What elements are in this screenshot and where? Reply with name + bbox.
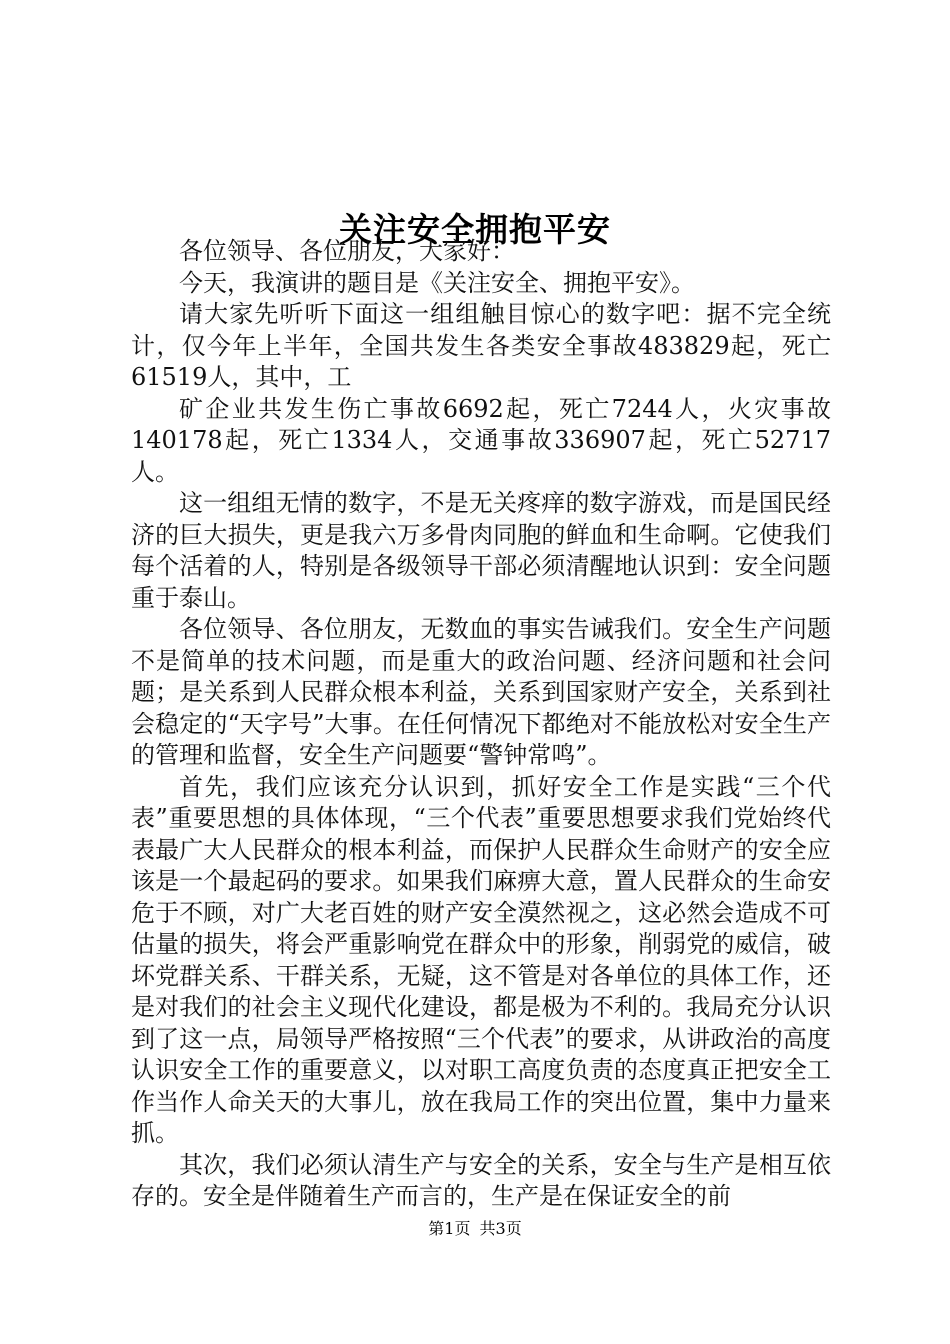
page-total: 共3页 [479, 1219, 522, 1238]
paragraph-numbers-meaning: 这一组组无情的数字，不是无关疼痒的数字游戏，而是国民经济的巨大损失，更是我六万多骨肉同胞的鲜血和生命啊。它使我们每个活着的人，特别是各级领导干部必须清醒地认识到：安全问题重于泰山。 [131, 489, 831, 612]
paragraph-greeting: 各位领导、各位朋友，大家好： [179, 237, 515, 265]
paragraph-topic: 今天，我演讲的题目是《关注安全、拥抱平安》。 [179, 268, 695, 297]
document-body [131, 236, 831, 1213]
document-title: 关注安全拥抱平安 [339, 210, 611, 250]
paragraph-statistics: 请大家先听听下面这一组组触目惊心的数字吧：据不完全统计，仅今年上半年，全国共发生各类安全事故483829起，死亡61519人，其中，工 [131, 300, 831, 391]
page-number: 第1页 [428, 1219, 471, 1238]
page-footer [0, 1216, 950, 1239]
paragraph-safety-importance: 各位领导、各位朋友，无数血的事实告诫我们。安全生产问题不是简单的技术问题，而是重大的政治问题、经济问题和社会问题；是关系到人民群众根本利益，关系到国家财产安全，关系到社会稳定的“天字号”大事。在任何情况下都绝对不能放松对安全生产的管理和监督，安全生产问题要“警钟常鸣”。 [131, 615, 831, 769]
paragraph-second-point: 其次，我们必须认清生产与安全的关系，安全与生产是相互依存的。安全是伴随着生产而言的，生产是在保证安全的前 [131, 1150, 831, 1210]
paragraph-first-point: 首先，我们应该充分认识到，抓好安全工作是实践“三个代表”重要思想的具体体现，“三个代表”重要思想要求我们党始终代表最广大人民群众的根本利益，而保护人民群众生命财产的安全应该是一个最起码的要求。如果我们麻痹大意，置人民群众的生命安危于不顾，对广大老百姓的财产安全漠然视之，这必然会造成不可估量的损失，将会严重影响党在群众中的形象，削弱党的威信，破坏党群关系、干群关系，无疑，这不管是对各单位的具体工作，还是对我们的社会主义现代化建设，都是极为不利的。我局充分认识到了这一点，局领导严格按照“三个代表”的要求，从讲政治的高度认识安全工作的重要意义，以对职工高度负责的态度真正把安全工作当作人命关天的大事儿，放在我局工作的突出位置，集中力量来抓。 [131, 772, 831, 1147]
paragraph-statistics-continued: 矿企业共发生伤亡事故6692起，死亡7244人，火灾事故140178起，死亡1334人，交通事故336907起，死亡52717人。 [131, 394, 831, 486]
